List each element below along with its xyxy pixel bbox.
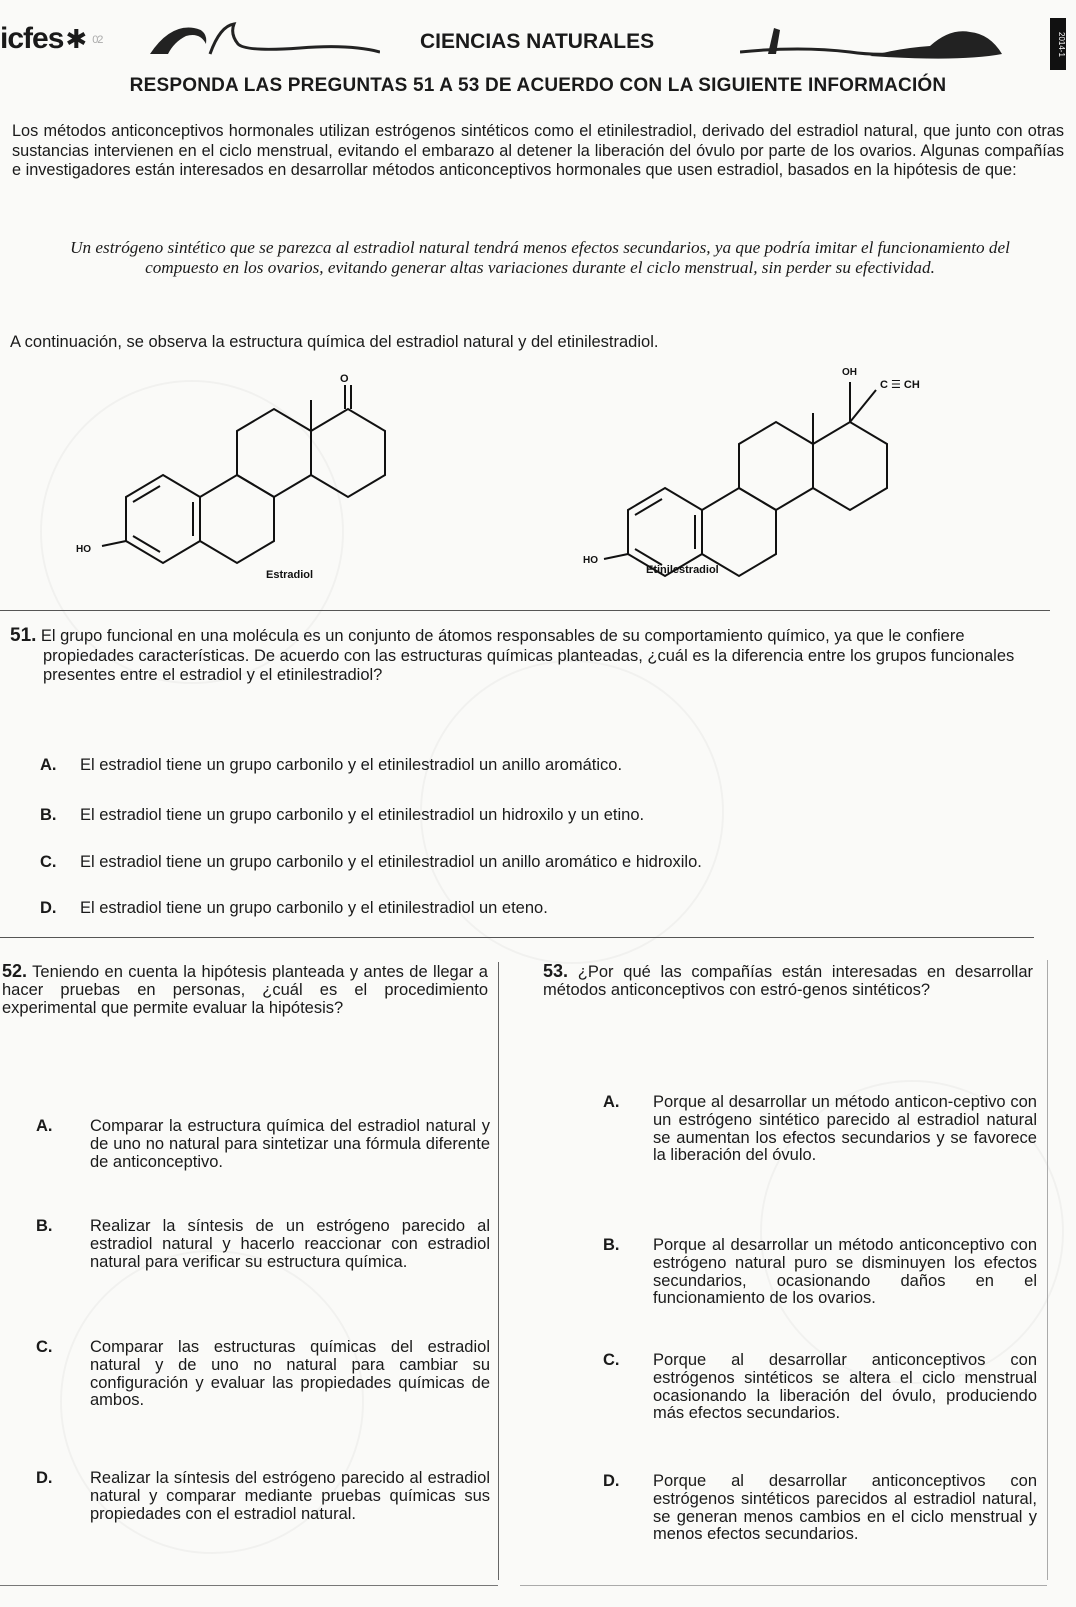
- question-number: 51.: [10, 625, 37, 646]
- section-divider: [0, 610, 1050, 611]
- intro-paragraph: Los métodos anticonceptivos hormonales utilizan estrógenos sintéticos como el etinilestradiol, derivado del estradiol natural, que junto con otras sustancias intervienen en el ciclo menstrual, evitando el embarazo al detener la liberación del óvulo por parte de los ovarios. Algunas compañías e investigadores están interesados en desarrollar métodos anticonceptivos hormonales que usen estradiol, basados en la hipótesis de que:: [12, 122, 1064, 179]
- icfes-logo: [0, 22, 102, 56]
- option-letter: B.: [603, 1236, 620, 1254]
- option-letter: B.: [40, 806, 57, 824]
- oxygen-label: O: [340, 373, 349, 385]
- option-text: Comparar las estructuras químicas del estradiol natural y de uno no natural para cambiar su configuración y evaluar las propiedades químicas de ambos.: [90, 1338, 490, 1410]
- option-text: Comparar la estructura química del estradiol natural y de uno no natural para sintetizar una fórmula diferente de anticonceptivo.: [90, 1117, 490, 1171]
- hypothesis-quote: Un estrógeno sintético que se parezca al estradiol natural tendrá menos efectos secundarios, ya que podría imitar el funcionamiento del compuesto en los ovarios, evitando generar altas variaciones durante el ciclo menstrual, sin perder su efectividad.: [70, 238, 1010, 277]
- option-text: El estradiol tiene un grupo carbonilo y el etinilestradiol un eteno.: [80, 899, 548, 917]
- question-51-stem: [10, 625, 1058, 685]
- option-text: Porque al desarrollar un método anticon-ceptivo con un estrógeno sintético parecido al estradiol natural se aumentan los efectos secundarios y se favorece la liberación del óvulo.: [653, 1093, 1037, 1165]
- oh-label: OH: [842, 367, 857, 378]
- question-number: 52.: [2, 961, 28, 981]
- logo-text: icfes: [0, 22, 64, 55]
- q53-option-b[interactable]: [603, 1237, 1037, 1332]
- option-letter: C.: [40, 853, 57, 871]
- question-51: [10, 625, 1058, 685]
- q52-option-c[interactable]: [36, 1339, 492, 1434]
- alkyne-label: C ☰ CH: [880, 379, 920, 391]
- option-text: El estradiol tiene un grupo carbonilo y el etinilestradiol un anillo aromático.: [80, 756, 623, 774]
- section-divider: [520, 1585, 1047, 1586]
- option-letter: B.: [36, 1217, 53, 1235]
- option-letter: C.: [36, 1338, 53, 1356]
- question-52-stem: [2, 962, 488, 1017]
- page-header: [0, 0, 1076, 70]
- option-letter: A.: [603, 1093, 620, 1111]
- logo-star-icon: ✱: [65, 24, 87, 54]
- estradiol-structure: [102, 385, 385, 563]
- etinilestradiol-structure: [604, 382, 887, 576]
- question-stem-text: ¿Por qué las compañías están interesadas en desarrollar métodos anticonceptivos con estró-genos sintéticos?: [543, 963, 1033, 999]
- option-letter: A.: [36, 1117, 53, 1135]
- column-border: [1047, 960, 1048, 1580]
- option-text: Porque al desarrollar anticonceptivos con estrógenos sintéticos se altera el ciclo menstrual ocasionando la liberación del óvulo, produciendo más efectos secundarios.: [653, 1351, 1037, 1423]
- q52-option-b[interactable]: [36, 1218, 492, 1313]
- column-divider: [498, 962, 499, 1580]
- question-stem-text: El grupo funcional en una molécula es un conjunto de átomos responsables de su comportamiento químico, ya que le confiere propiedades características. De acuerdo con las estructuras químicas planteadas, ¿cuál es la diferencia entre los grupos funcionales presentes entre el estradiol y el etinilestradiol?: [40, 627, 1015, 684]
- section-instruction: RESPONDA LAS PREGUNTAS 51 A 53 DE ACUERDO CON LA SIGUIENTE INFORMACIÓN: [129, 75, 947, 96]
- option-letter: D.: [603, 1472, 620, 1490]
- question-stem-text: Teniendo en cuenta la hipótesis planteada y antes de llegar a hacer pruebas en personas, ¿cuál es el procedimiento experimental que permite evaluar la hipótesis?: [2, 963, 488, 1017]
- q53-option-a[interactable]: [603, 1094, 1037, 1189]
- section-divider: [0, 1585, 498, 1586]
- q53-option-c[interactable]: [603, 1352, 1037, 1447]
- q52-option-a[interactable]: [36, 1118, 492, 1193]
- option-text: Realizar la síntesis del estrógeno parecido al estradiol natural y comparar mediante pruebas químicas sus propiedades con el estradiol natural.: [90, 1469, 490, 1523]
- structures-intro: A continuación, se observa la estructura química del estradiol natural y del etinilestradiol.: [10, 333, 659, 351]
- q52-option-d[interactable]: [36, 1470, 492, 1565]
- question-53-stem: [543, 962, 1033, 999]
- question-number: 53.: [543, 961, 569, 981]
- logo-code: 02: [92, 34, 103, 47]
- section-divider: [0, 937, 1034, 938]
- etinilestradiol-label: Etinilestradiol: [646, 564, 719, 576]
- option-text: Realizar la síntesis de un estrógeno parecido al estradiol natural y hacerlo reaccionar con estradiol natural para verificar su estructura química.: [90, 1217, 490, 1271]
- ho-label-left: HO: [76, 544, 91, 555]
- option-letter: D.: [36, 1469, 53, 1487]
- wave-decoration-icon: [150, 18, 380, 58]
- option-text: Porque al desarrollar un método anticonceptivo con estrógeno natural puro se disminuyen los efectos secundarios, ocasionando daños en el funcionamiento de los ovarios.: [653, 1236, 1037, 1308]
- option-text: El estradiol tiene un grupo carbonilo y el etinilestradiol un hidroxilo y un etino.: [80, 806, 645, 824]
- option-text: Porque al desarrollar anticonceptivos con estrógenos sintéticos parecidos al estradiol natural, se generan menos cambios en el ciclo menstrual y menos efectos secundarios.: [653, 1472, 1037, 1544]
- option-letter: C.: [603, 1351, 620, 1369]
- estradiol-label: Estradiol: [266, 569, 314, 581]
- option-letter: D.: [40, 899, 57, 917]
- subject-title: CIENCIAS NATURALES: [420, 30, 655, 53]
- chemical-structures: [0, 360, 1076, 610]
- option-text: El estradiol tiene un grupo carbonilo y el etinilestradiol un anillo aromático e hidroxilo.: [80, 853, 702, 871]
- landscape-decoration-icon: [740, 18, 1020, 70]
- side-tag: 2014-1: [1050, 18, 1066, 70]
- q53-option-d[interactable]: [603, 1473, 1037, 1568]
- ho-label-right: HO: [583, 555, 598, 566]
- option-letter: A.: [40, 756, 57, 774]
